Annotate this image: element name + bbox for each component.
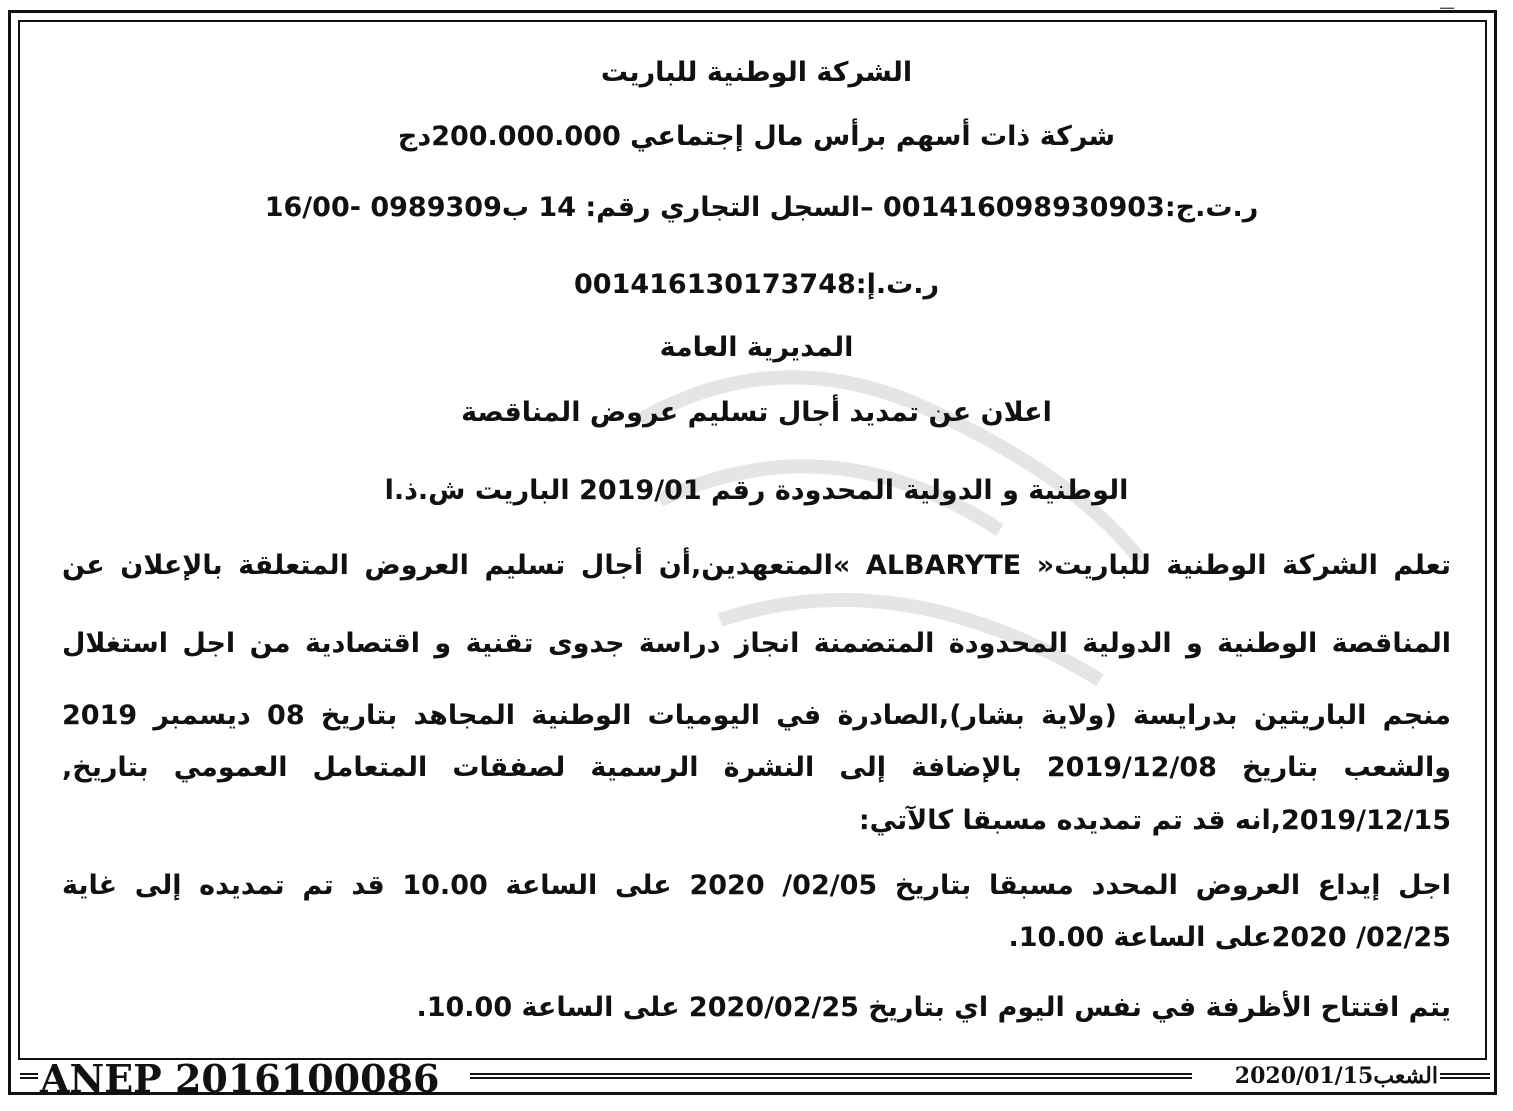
capital-line: شركة ذات أسهم برأس مال إجتماعي 200.000.000دج	[397, 121, 1116, 152]
body-line-7: 02/25/ 2020على الساعة 10.00.	[1008, 922, 1451, 953]
body-line-8: يتم افتتاح الأظرفة في نفس اليوم اي بتاريخ 2020/02/25 على الساعة 10.00.	[416, 992, 1451, 1023]
tender-reference: الوطنية و الدولية المحدودة رقم 2019/01 الباريت ش.ذ.ا	[384, 475, 1129, 506]
registry-line: ر.ت.ج:001416098930903 –السجل التجاري رقم: 14 ب0989309 -16/00	[264, 192, 1259, 223]
directorate: المديرية العامة	[659, 332, 854, 363]
footer-rule-middle	[470, 1073, 1192, 1079]
notice-title: اعلان عن تمديد أجال تسليم عروض المناقصة	[461, 397, 1052, 428]
footer-rule-right	[1440, 1073, 1490, 1079]
body-line-5: 2019/12/15,انه قد تم تمديده مسبقا كالآتي:	[858, 805, 1451, 836]
body-line-2: المناقصة الوطنية و الدولية المحدودة المتضمنة انجاز دراسة جدوى تقنية و اقتصادية من اجل استغلال	[62, 628, 1451, 659]
company-name: الشركة الوطنية للباريت	[600, 57, 913, 88]
publication-date: الشعب2020/01/15	[1234, 1063, 1438, 1089]
anep-reference: ANEP 2016100086	[40, 1056, 440, 1101]
body-line-3: منجم الباريتين بدرايسة (ولاية بشار),الصادرة في اليوميات الوطنية المجاهد بتاريخ 08 ديسمبر 2019	[62, 700, 1452, 731]
body-line-4: والشعب بتاريخ 2019/12/08 بالإضافة إلى النشرة الرسمية لصفقات المتعامل العمومي بتاريخ,	[62, 752, 1451, 783]
body-line-1: تعلم الشركة الوطنية للباريت« ALBARYTE »المتعهدين,أن أجال تسليم العروض المتعلقة بالإعلان عن	[62, 550, 1452, 581]
inner-border	[18, 20, 1487, 1060]
tax-id-line: ر.ت.إ:001416130173748	[573, 269, 940, 300]
footer-rule-left	[20, 1073, 38, 1079]
body-line-6: اجل إيداع العروض المحدد مسبقا بتاريخ 02/05/ 2020 على الساعة 10.00 قد تم تمديده إلى غاية	[62, 870, 1451, 901]
page-edge-mark: ـــ	[1440, 0, 1455, 13]
